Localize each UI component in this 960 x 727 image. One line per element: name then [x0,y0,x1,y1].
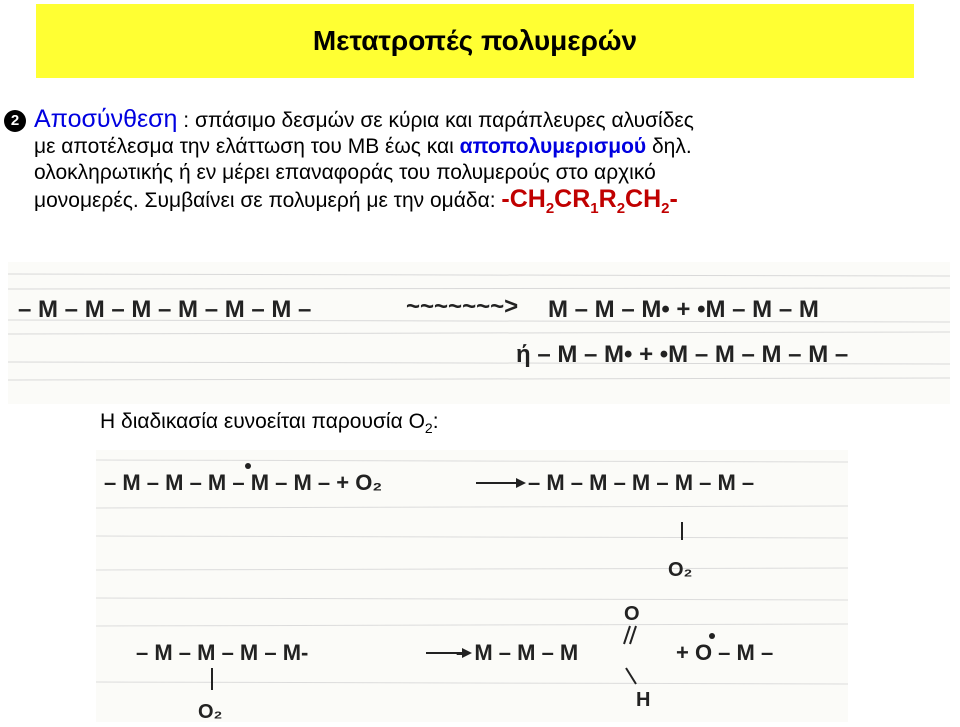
scheme-1-scan [8,262,950,404]
scheme2-o-label: O [624,603,640,625]
scheme1-row2: ή – M – M• + •M – M – M – M – [516,341,849,368]
line2-text-a: με αποτέλεσμα την ελάττωση του ΜΒ έως και [34,135,460,158]
scheme2-row2-left: – M – M – M – M- [136,640,309,665]
scheme2-row1-right: – M – M – M – M – M – [528,470,755,495]
scheme-2-scan [96,450,848,722]
scheme-2-drawing [96,450,848,722]
radical-dot-2 [709,633,715,639]
scheme1-arrow: ~~~~~~~> [406,293,519,320]
text-line-1 [4,106,954,134]
double-bond-icon [624,626,636,644]
page-title: Μετατροπές πολυμερών [312,25,638,56]
section-heading: Αποσύνθεση [34,105,178,133]
scheme2-bottom-o2: O₂ [198,701,223,722]
text-line-4 [4,186,954,222]
oxygen-note: Η διαδικασία ευνοείται παρουσία $O_2$: [100,410,439,437]
scheme1-row1-right: M – M – M• + •M – M – M [548,296,819,323]
line2-text-c: δηλ. [646,135,692,158]
scheme2-row2-right: – M – M – M [456,640,579,665]
scheme2-h-label: H [636,689,651,711]
bond-line-2 [626,668,636,684]
scheme2-o2-sub: O₂ [668,559,693,581]
reaction-arrow-1-icon [476,478,526,488]
depolymerization-term: αποπολυμερισμού [459,135,647,158]
line1-text: : σπάσιμο δεσμών σε κύρια και παράπλευρες αλυσίδες [177,109,694,132]
scheme2-plus-part: + O – M – [676,640,774,665]
line4-text: μονομερές. Συμβαίνει σε πολυμερή με την ομάδα: [34,189,502,212]
body-text [4,106,954,222]
scheme1-row1-left: – M – M – M – M – M – M – [18,296,312,323]
text-line-2 [4,134,954,160]
scheme2-row1-left: – M – M – M – M – M – + O₂ [104,470,383,495]
scheme-1-drawing [8,262,950,404]
text-line-3: ολοκληρωτικής ή εν μέρει επαναφοράς του πολυμερούς στο αρχικό [34,161,656,184]
group-formula: $-CH_2CR_1R_2CH_2-$ [501,185,678,217]
radical-dot-1 [245,463,251,469]
number-two-bullet-icon: 2 [4,110,26,132]
title-banner [36,4,914,78]
